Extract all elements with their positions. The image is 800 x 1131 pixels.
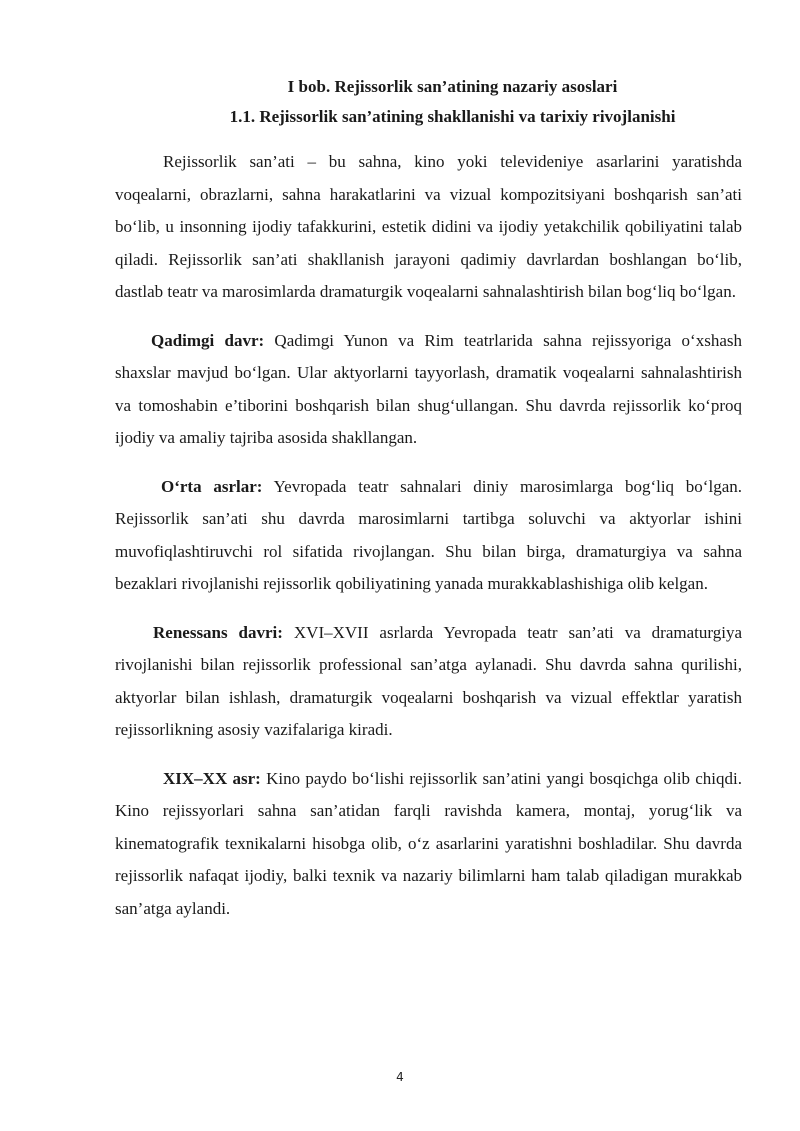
paragraph-ancient-lead: Qadimgi davr: <box>151 330 265 350</box>
page-number: 4 <box>396 1070 404 1084</box>
document-page <box>115 72 742 941</box>
paragraph-renaissance-text: XVI–XVII asrlarda Yevropada teatr san’ati va dramaturgiya rivojlanishi bilan rejissorlik professional san’atga aylanadi. Shu davrda sahna qurilishi, aktyorlar bilan ishlash, dramaturgik voqealarni boshqarish va vizual effektlar yaratish rejissorlikning asosiy vazifalariga kiradi. <box>115 622 742 739</box>
paragraph-ancient <box>115 325 742 455</box>
paragraph-19-20-century-text: Kino paydo bo‘lishi rejissorlik san’atini yangi bosqichga olib chiqdi. Kino rejissyorlari sahna san’atidan farqli ravishda kamera, montaj, yorug‘lik va kinematografik texnikalarni hisobga olib, o‘z asarlarini yaratishni boshladilar. Shu davrda rejissorlik nafaqat ijodiy, balki texnik va nazariy bilimlarni ham talab qiladigan murakkab san’atga aylandi. <box>115 768 742 918</box>
section-title: 1.1. Rejissorlik san’atining shakllanishi va tarixiy rivojlanishi <box>229 107 676 126</box>
chapter-title: I bob. Rejissorlik san’atining nazariy asoslari <box>287 77 618 96</box>
paragraph-middle-ages-lead: O‘rta asrlar: <box>161 476 263 496</box>
paragraph-middle-ages-text: Yevropada teatr sahnalari diniy marosimlarga bog‘liq bo‘lgan. Rejissorlik san’ati shu davrda marosimlarni tartibga soluvchi va aktyorlar ishini muvofiqlashtiruvchi rol sifatida rivojlangan. Shu bilan birga, dramaturgiya va sahna bezaklari rivojlanishi rejissorlik qobiliyatining yanada murakkablashishiga olib kelgan. <box>115 476 742 593</box>
paragraph-renaissance-lead: Renessans davri: <box>153 622 283 642</box>
paragraph-renaissance <box>115 617 742 747</box>
paragraph-middle-ages <box>115 471 742 601</box>
paragraph-19-20-century-lead: XIX–XX asr: <box>163 768 261 788</box>
paragraph-intro <box>115 146 742 309</box>
paragraph-19-20-century <box>115 763 742 926</box>
paragraph-intro-text: Rejissorlik san’ati – bu sahna, kino yoki televideniye asarlarini yaratishda voqealarni, obrazlarni, sahna harakatlarini va vizual kompozitsiyani boshqarish san’ati bo‘lib, u insonning ijodiy tafakkurini, estetik didini va ijodiy yetakchilik qobiliyatini talab qiladi. Rejissorlik san’ati shakllanish jarayoni qadimiy davrlardan boshlangan bo‘lib, dastlab teatr va marosimlarda dramaturgik voqealarni sahnalashtirish bilan bog‘liq bo‘lgan. <box>115 152 742 301</box>
paragraph-ancient-text: Qadimgi Yunon va Rim teatrlarida sahna rejissyoriga o‘xshash shaxslar mavjud bo‘lgan. Ular aktyorlarni tayyorlash, dramatik voqealarni sahnalashtirish va tomoshabin e’tiborini boshqarish bilan shug‘ullangan. Shu davrda rejissorlik ko‘proq ijodiy va amaliy tajriba asosida shakllangan. <box>115 330 742 447</box>
